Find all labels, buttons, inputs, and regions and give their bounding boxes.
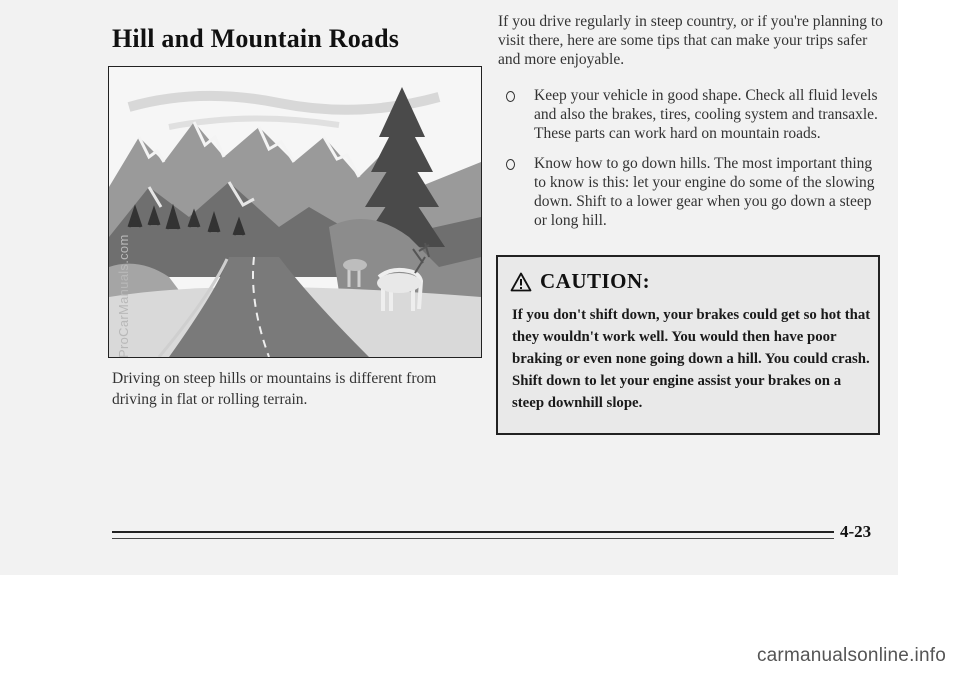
- bullet-circle-icon: [506, 159, 515, 170]
- list-item: [506, 154, 878, 230]
- mountain-road-illustration: [108, 66, 482, 358]
- footer-rule: [112, 531, 834, 533]
- intro-paragraph: If you drive regularly in steep country, or if you're planning to visit there, here are some tips that can make your trips safer and more enjoyable.: [498, 13, 883, 68]
- side-watermark: ProCarManuals.com: [116, 234, 131, 358]
- bottom-watermark: carmanualsonline.info: [756, 645, 946, 666]
- footer-rule-thin: [112, 538, 834, 539]
- mountain-road-drawing: [109, 67, 481, 357]
- bullet-text: Know how to go down hills. The most important thing to know is this: let your engine do some of the slowing down. Shift to a lower gear when you go down a steep or long hill.: [534, 155, 875, 229]
- caution-title: CAUTION:: [540, 269, 651, 293]
- caution-box: [496, 255, 880, 435]
- page-number: 4-23: [840, 522, 872, 541]
- illustration-caption: Driving on steep hills or mountains is different from driving in flat or rolling terrain.: [112, 370, 437, 408]
- list-item: [506, 86, 878, 143]
- tips-list: [506, 86, 878, 241]
- bullet-circle-icon: [506, 91, 515, 102]
- bullet-text: Keep your vehicle in good shape. Check all fluid levels and also the brakes, tires, cooling system and transaxle. These parts can work hard on mountain roads.: [534, 87, 878, 142]
- caution-text: If you don't shift down, your brakes could get so hot that they wouldn't work well. You would then have poor braking or even none going down a hill. You could crash. Shift down to let your engine assist your brakes on a steep downhill slope.: [512, 307, 871, 411]
- caution-header: [510, 269, 650, 294]
- page-heading: Hill and Mountain Roads: [112, 24, 400, 53]
- warning-triangle-icon: [510, 272, 532, 292]
